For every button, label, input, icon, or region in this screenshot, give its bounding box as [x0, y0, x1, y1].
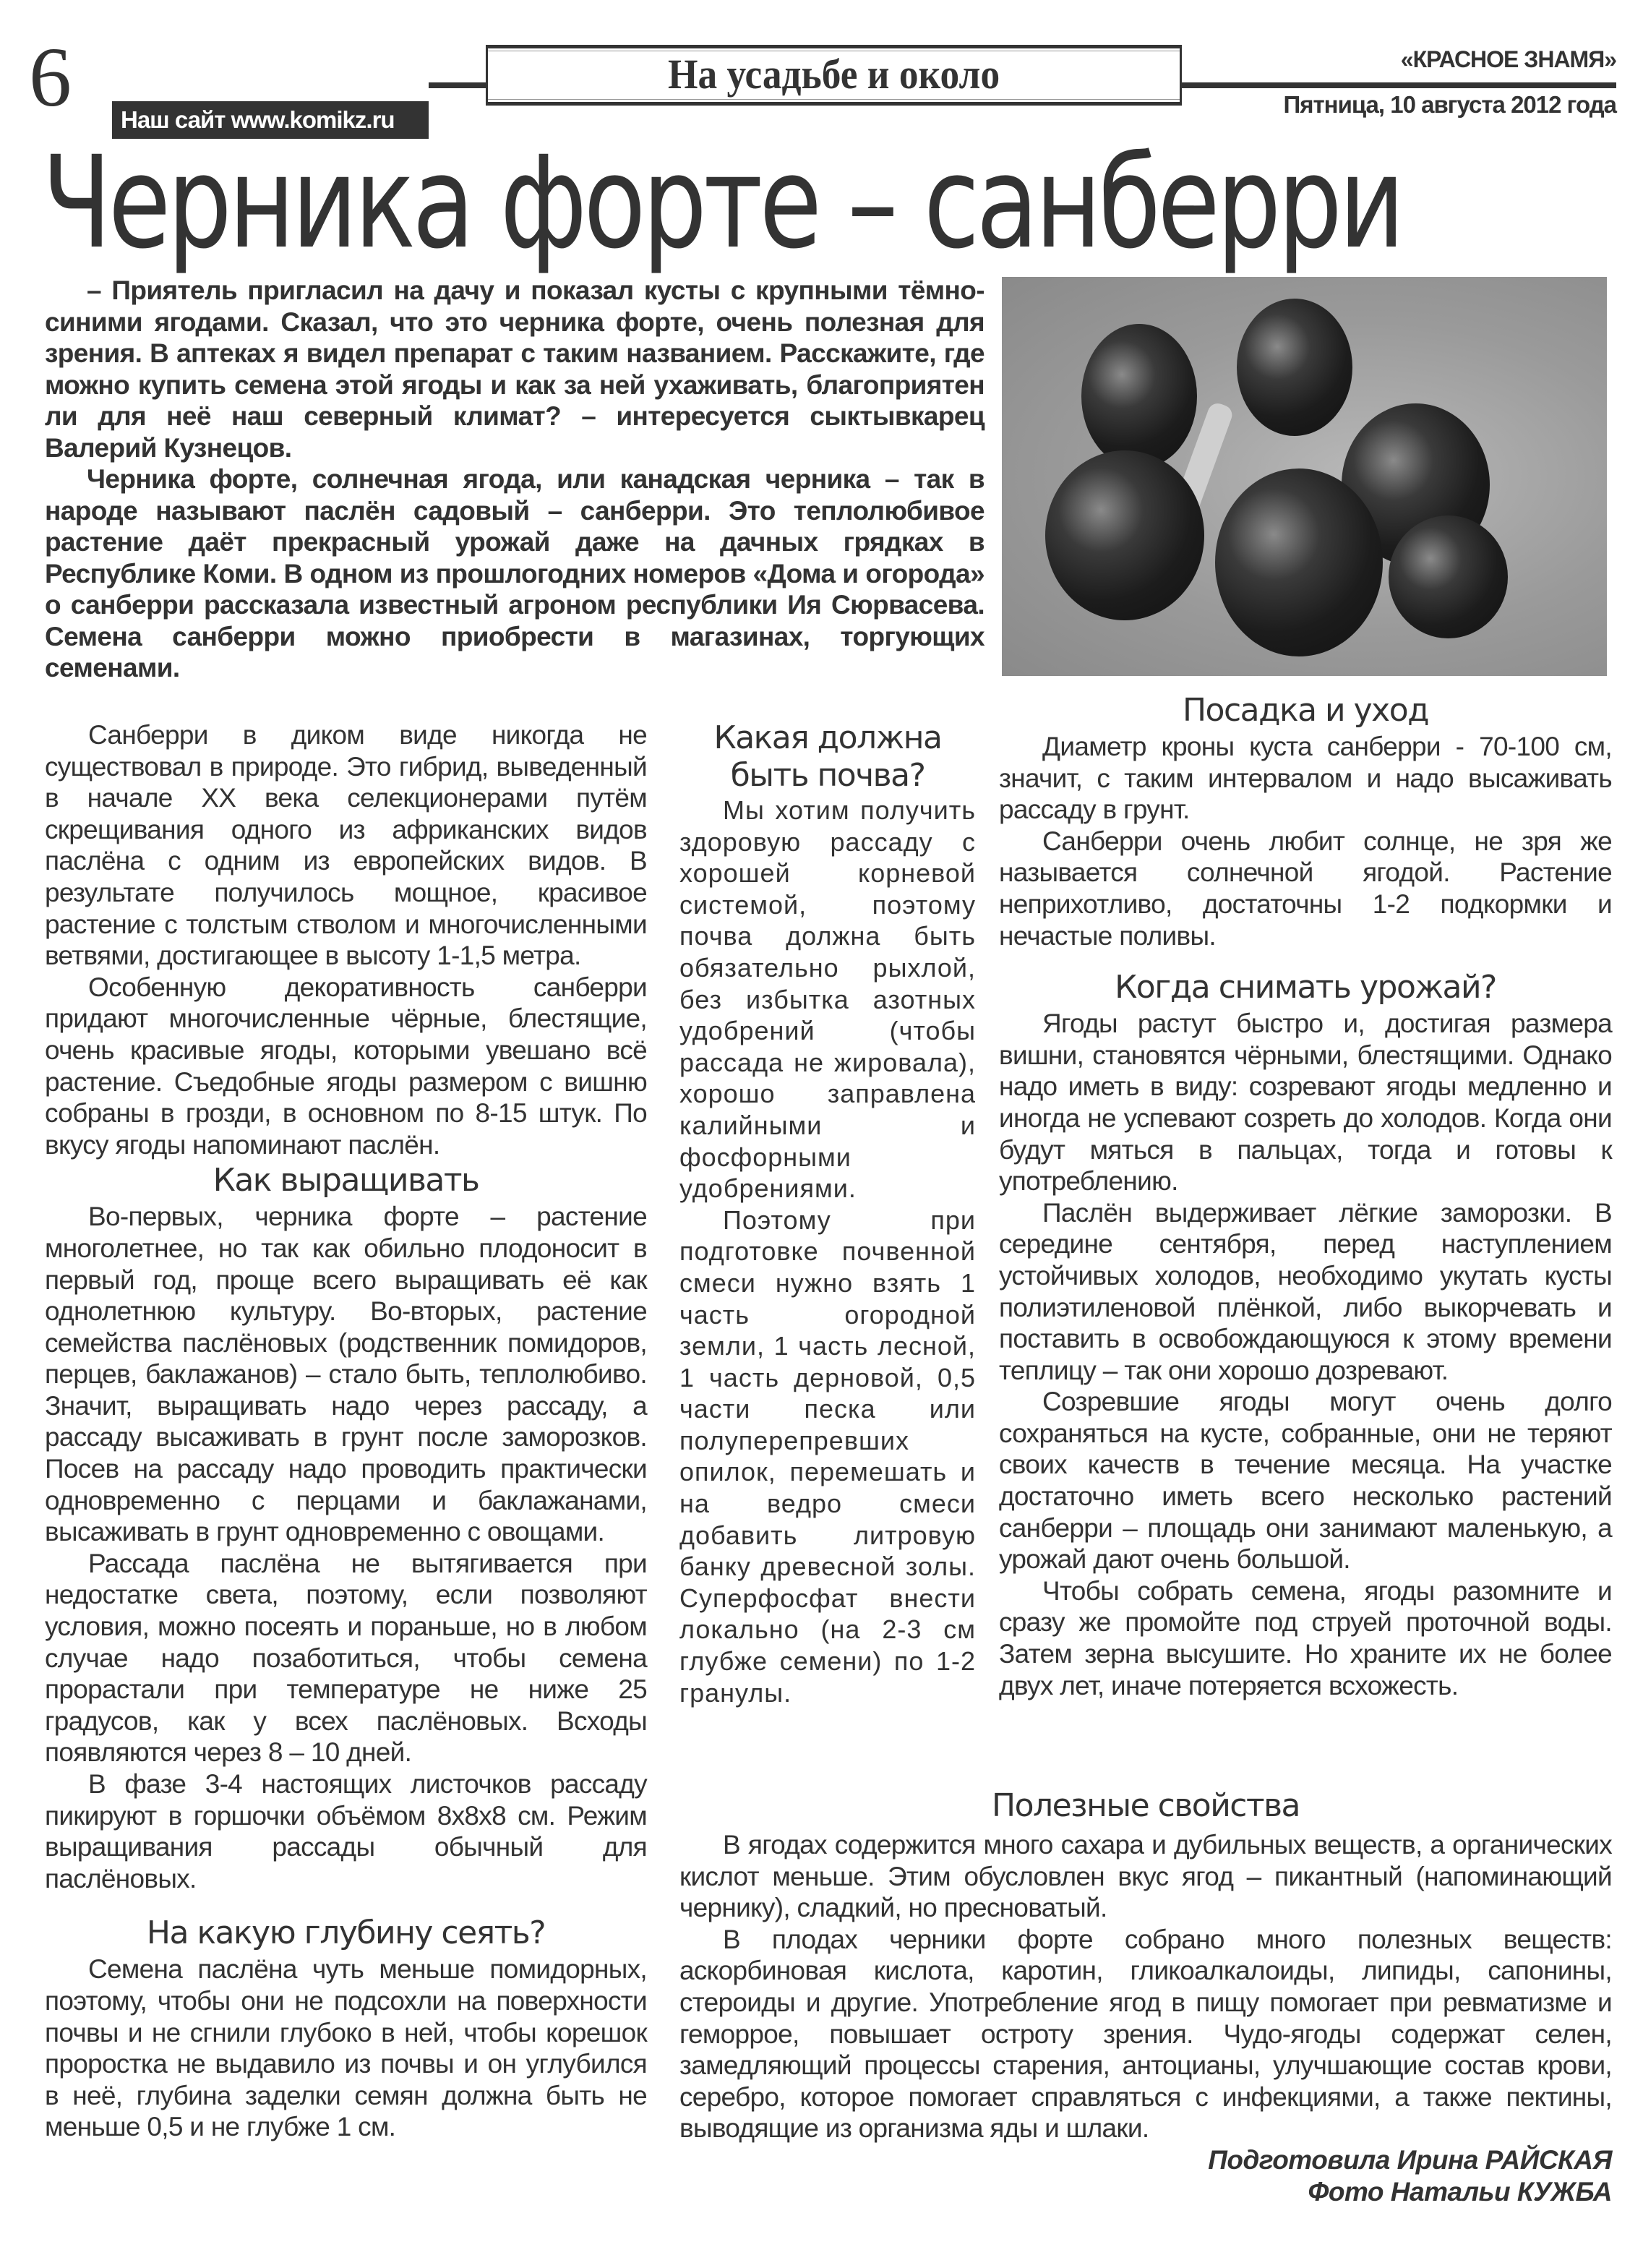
section-title: На усадьбе и около — [667, 51, 1000, 98]
paragraph: Диаметр кроны куста санберри - 70-100 см, значит, с таким интервалом и надо высаживать рассаду в грунт. — [999, 732, 1612, 825]
berry — [1081, 324, 1197, 468]
paragraph: Поэтому при подготовке почвенной смеси нужно взять 1 часть огородной земли, 1 часть лесной, 1 часть дерновой, 0,5 части песка или полуперепревших опилок, перемешать и на ведро смеси добавить литровую банку древесной золы. Суперфосфат внести локально (на 2-3 см глубже семени) по 1-2 гранулы. — [679, 1204, 976, 1708]
subheading-soil-line2: быть почва? — [730, 757, 925, 794]
section-box — [486, 45, 1182, 106]
subheading-soil — [679, 719, 976, 795]
berries-photo — [1002, 277, 1607, 676]
subheading-planting: Посадка и уход — [1182, 692, 1429, 729]
paragraph: Паслён выдерживает лёгкие заморозки. В середине сентября, перед наступлением устойчивых холодов, необходимо укутать кусты полиэтиленовой плёнкой, либо выкорчевать и поставить в освобождающуюся к этому времени теплицу – так они хорошо дозревают. — [999, 1197, 1612, 1385]
newspaper-name: «КРАСНОЕ ЗНАМЯ» — [1400, 46, 1616, 72]
page-number: 6 — [29, 30, 72, 124]
paragraph: Созревшие ягоды могут очень долго сохраняться на кусте, собранные, они не теряют своих качеств в течение месяца. На участке достаточно иметь всего несколько растений санберри – площадь они занимают маленькую, а урожай дают очень большой. — [999, 1387, 1612, 1575]
berry — [1215, 468, 1383, 656]
paragraph: Мы хотим получить здоровую рассаду с хорошей корневой системой, поэтому почва должна быть обязательно рыхлой, без избытка азотных удобрений (чтобы рассада не жировала), хорошо заправлена калийными и фосфорными удобрениями. — [679, 795, 976, 1204]
subheading-depth: На какую глубину сеять? — [146, 1914, 546, 1952]
paragraph: Санберри очень любит солнце, не зря же называется солнечной ягодой. Растение неприхотливо, достаточны 1-2 подкормки и нечастые поливы. — [999, 826, 1612, 951]
intro-text — [45, 719, 647, 1160]
subheading-growing: Как выращивать — [213, 1162, 479, 1199]
left-column — [45, 719, 647, 2143]
paragraph: Особенную декоративность санберри придают многочисленные чёрные, блестящие, очень красивые ягоды, которыми увешано всё растение. Съедобные ягоды размером с вишню собраны в грозди, в основном по 8-15 штук. По вкусу ягоды напоминают паслён. — [45, 972, 647, 1160]
middle-column — [679, 719, 976, 1708]
photo-credit: Фото Натальи КУЖБА — [1308, 2176, 1612, 2207]
subheading-harvest: Когда снимать урожай? — [1115, 969, 1496, 1006]
planting-text — [999, 731, 1612, 951]
berry — [1237, 299, 1352, 436]
paragraph: Во-первых, черника форте – растение многолетнее, но так как обильно плодоносит в первый год, проще всего выращивать её как однолетнюю культуру. Во-вторых, растение семейства паслёновых (родственник помидоров, перцев, баклажанов) – стало быть, теплолюбиво. Значит, выращивать надо через рассаду, а рассаду высаживать в грунт после заморозков. Посев на рассаду надо проводить практически одновременно с перцами и баклажанами, высаживать в грунт одновременно с овощами. — [45, 1202, 647, 1547]
right-column — [999, 690, 1612, 1701]
paragraph: В плодах черники форте собрано много полезных веществ: аскорбиновая кислота, каротин, гликоалкалоиды, липиды, сапонины, стероиды и другие. Употребление ягод в пищу помогает при ревматизме и геморрое, повышает остроту зрения. Чудо-ягоды содержат селен, замедляющий процессы старения, антоцианы, улучшающие состав крови, серебро, которое помогает справляться с инфекциями, а также пектины, выводящие из организма яды и шлаки. — [679, 1924, 1612, 2144]
lead-answer: Черника форте, солнечная ягода, или канадская черника – так в народе называют паслён садовый – санберри. Это теплолюбивое растение даёт прекрасный урожай даже на дачных грядках в Республике Коми. В одном из прошлогодних номеров «Дома и огорода» о санберри рассказала известный агроном республики Ия Сюрвасева. Семена санберри можно приобрести в магазинах, торгующих семенами. — [45, 464, 984, 682]
subheading-useful: Полезные свойства — [991, 1787, 1300, 1824]
growing-text — [45, 1201, 647, 1894]
useful-text — [679, 1829, 1612, 2144]
depth-text — [45, 1954, 647, 2143]
author-credit: Подготовила Ирина РАЙСКАЯ — [1208, 2144, 1612, 2175]
subheading-soil-line1: Какая должна — [713, 719, 942, 756]
article-lead — [45, 275, 984, 684]
useful-properties-section — [679, 1786, 1612, 2208]
paragraph: Рассада паслёна не вытягивается при недостатке света, поэтому, если позволяют условия, можно посеять и пораньше, но в любом случае надо позаботиться, чтобы семена прорастали при температуре не ниже 25 градусов, как у всех паслёновых. Всходы появляются через 8 – 10 дней. — [45, 1548, 647, 1768]
harvest-text — [999, 1008, 1612, 1701]
paragraph: Чтобы собрать семена, ягоды разомните и сразу же промойте под струей проточной воды. Затем зерна высушите. Но храните их не более двух лет, иначе потеряется всхожесть. — [999, 1575, 1612, 1700]
paragraph: В ягодах содержится много сахара и дубильных веществ, а органических кислот меньше. Этим обусловлен вкус ягод – пикантный (напоминающий чернику), сладкий, но пресноватый. — [679, 1830, 1612, 1923]
paragraph: Санберри в диком виде никогда не существовал в природе. Это гибрид, выведенный в начале XX века селекционерами путём скрещивания одного из африканских видов паслёна с одним из европейских видов. В результате получилось мощное, красивое растение с толстым стволом и многочисленными ветвями, достигающее в высоту 1-1,5 метра. — [45, 720, 647, 971]
paragraph: Ягоды растут быстро и, достигая размера вишни, становятся чёрными, блестящими. Однако надо иметь в виду: созревают ягоды медленно и иногда не успевают созреть до холодов. Когда они будут мяться в пальцах, тогда и готовы к употреблению. — [999, 1009, 1612, 1197]
header-rule-right — [1182, 82, 1616, 88]
berry — [1045, 450, 1204, 620]
paragraph: Семена паслёна чуть меньше помидорных, поэтому, чтобы они не подсохли на поверхности почвы и не сгнили глубоко в ней, чтобы корешок проростка не выдавило из почвы и он углубился в неё, глубина заделки семян должна быть не меньше 0,5 и не глубже 1 см. — [45, 1954, 647, 2142]
header-rule-left — [429, 82, 486, 88]
paragraph: В фазе 3-4 настоящих листочков рассаду пикируют в горшочки объёмом 8х8х8 см. Режим выращивания рассады обычный для паслёновых. — [45, 1769, 647, 1893]
article-headline: Черника форте – санберри — [42, 129, 1402, 277]
berry — [1389, 515, 1508, 638]
site-link-bar[interactable]: Наш сайт www.komikz.ru — [112, 101, 429, 139]
issue-date: Пятница, 10 августа 2012 года — [1283, 91, 1616, 118]
soil-text — [679, 795, 976, 1708]
lead-question: – Приятель пригласил на дачу и показал кусты с крупными тёмно-синими ягодами. Сказал, что это черника форте, очень полезная для зрения. В аптеках я видел препарат с таким названием. Расскажите, где можно купить семена этой ягоды и как за ней ухаживать, благоприятен ли для неё наш северный климат? – интересуется сыктывкарец Валерий Кузнецов. — [45, 275, 984, 463]
